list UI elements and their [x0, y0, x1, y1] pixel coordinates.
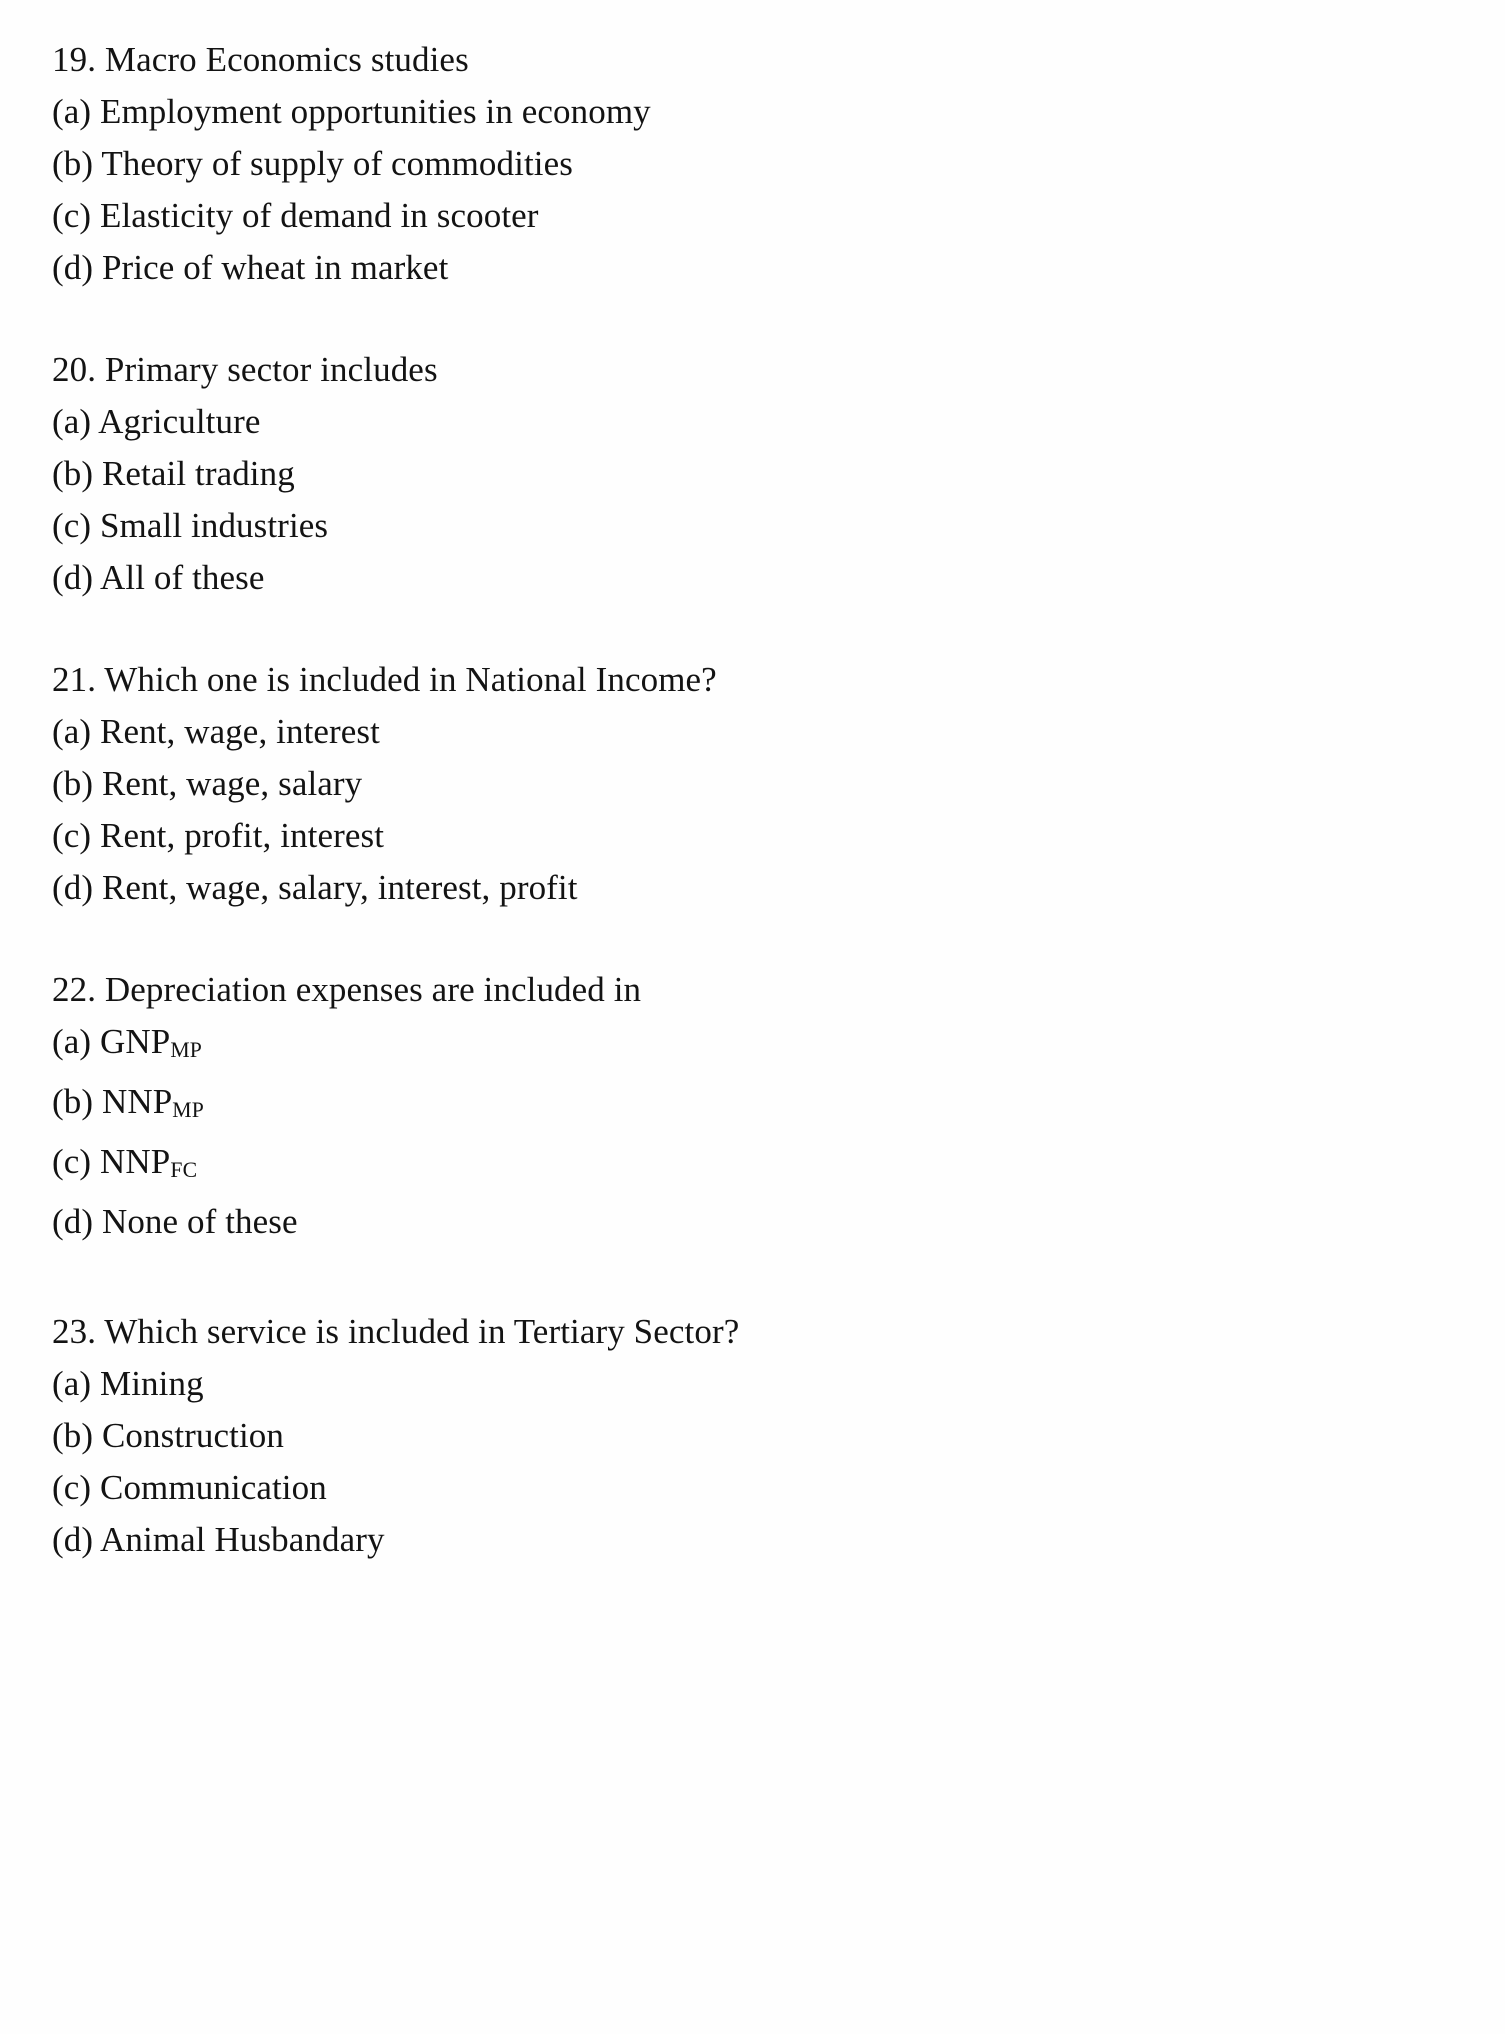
option-a-label: (a) GNP	[52, 1022, 171, 1061]
question-block-20	[52, 344, 1445, 604]
question-text-23: 23. Which service is included in Tertiary Sector?	[52, 1311, 740, 1351]
question-23-option-c[interactable]: (c) Communication	[52, 1467, 327, 1507]
question-20-option-b[interactable]: (b) Retail trading	[52, 454, 295, 493]
question-block-21	[52, 654, 1445, 914]
question-19-option-d[interactable]: (d) Price of wheat in market	[52, 248, 449, 287]
option-a-subscript: MP	[170, 1037, 203, 1062]
question-text-22: 22. Depreciation expenses are included in	[52, 970, 642, 1009]
question-21-option-b[interactable]: (b) Rent, wage, salary	[52, 764, 363, 803]
question-22-option-a[interactable]	[52, 1016, 1445, 1076]
option-d-label: (d) None of these	[52, 1201, 298, 1241]
question-22-option-b[interactable]	[52, 1076, 1445, 1136]
question-21-option-c[interactable]: (c) Rent, profit, interest	[52, 816, 385, 855]
question-text-20: 20. Primary sector includes	[52, 350, 438, 389]
question-20-option-a[interactable]: (a) Agriculture	[52, 402, 261, 441]
option-c-subscript: FC	[170, 1157, 198, 1182]
option-b-subscript: MP	[172, 1097, 205, 1122]
question-21-option-d[interactable]: (d) Rent, wage, salary, interest, profit	[52, 868, 578, 907]
question-19-option-a[interactable]: (a) Employment opportunities in economy	[52, 92, 651, 131]
question-20-option-c[interactable]: (c) Small industries	[52, 506, 329, 545]
option-b-label: (b) NNP	[52, 1081, 173, 1121]
question-23-option-a[interactable]: (a) Mining	[52, 1363, 204, 1403]
question-20-option-d[interactable]: (d) All of these	[52, 558, 265, 597]
question-23-option-d[interactable]: (d) Animal Husbandary	[52, 1519, 385, 1559]
option-c-label: (c) NNP	[52, 1141, 171, 1181]
question-block-19	[52, 34, 1445, 294]
question-block-23	[52, 1306, 1445, 1566]
question-21-option-a[interactable]: (a) Rent, wage, interest	[52, 712, 380, 751]
question-block-22	[52, 964, 1445, 1256]
question-text-21: 21. Which one is included in National Income?	[52, 660, 717, 699]
question-23-option-b[interactable]: (b) Construction	[52, 1415, 284, 1455]
question-list	[52, 34, 1445, 1566]
question-19-option-b[interactable]: (b) Theory of supply of commodities	[52, 144, 573, 183]
question-22-option-d[interactable]	[52, 1196, 1445, 1256]
question-22-option-c[interactable]	[52, 1136, 1445, 1196]
question-text-19: 19. Macro Economics studies	[52, 40, 469, 79]
question-19-option-c[interactable]: (c) Elasticity of demand in scooter	[52, 196, 539, 235]
